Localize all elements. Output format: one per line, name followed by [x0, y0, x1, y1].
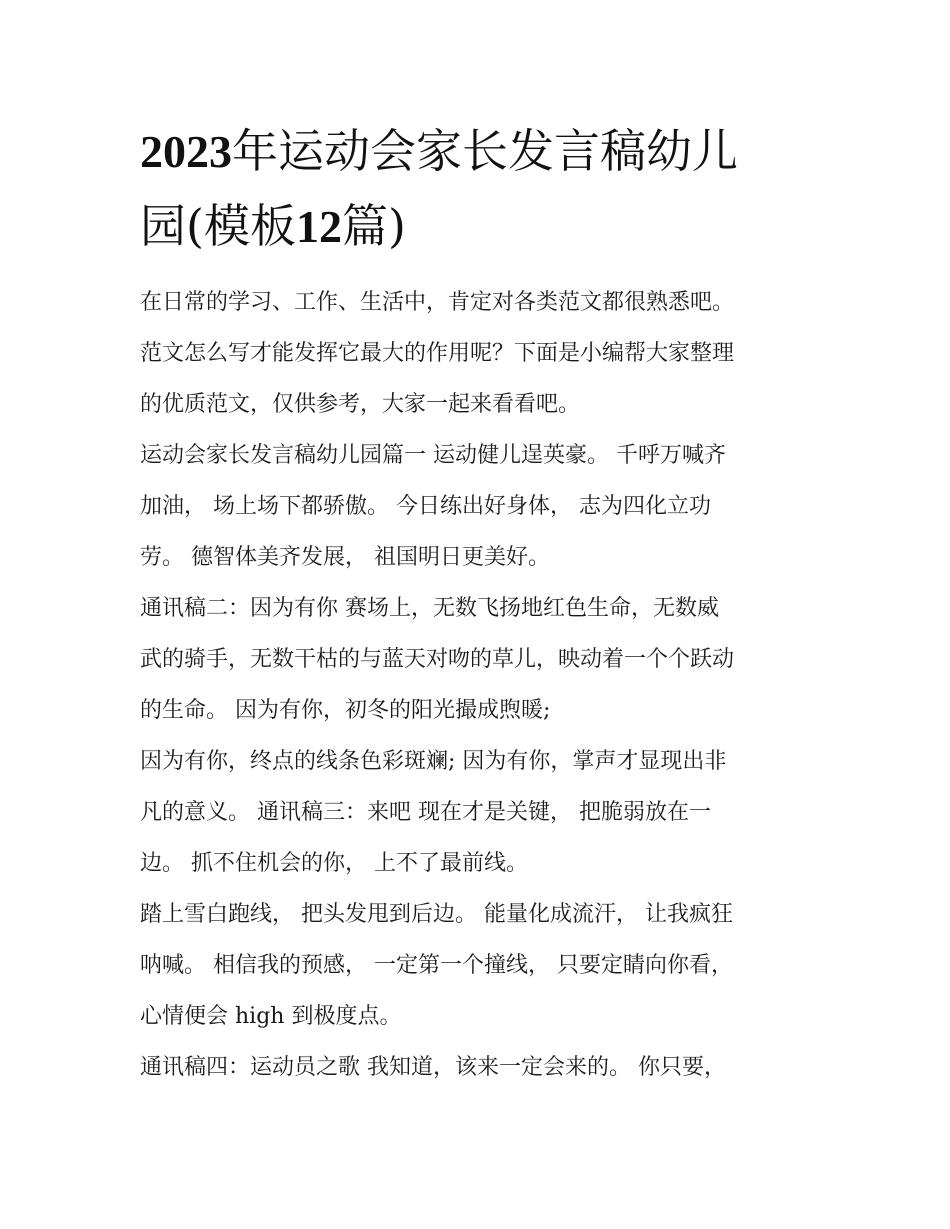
text-line: 范文怎么写才能发挥它最大的作用呢？下面是小编帮大家整理 — [140, 341, 735, 366]
text-line: 通讯稿四：运动员之歌 我知道，该来一定会来的。 你只要， — [140, 1055, 726, 1080]
title-count: 12 — [295, 201, 342, 252]
text-line: 因为有你，终点的线条色彩斑斓; 因为有你，掌声才显现出非 — [140, 749, 727, 774]
text-line: 在日常的学习、工作、生活中，肯定对各类范文都很熟悉吧。 — [140, 290, 735, 315]
document-title — [140, 114, 820, 264]
text-line: 劳。 德智体美齐发展， 祖国明日更美好。 — [140, 545, 550, 570]
title-line2-post: 篇) — [341, 199, 406, 253]
text-line: 心情便会 high 到极度点。 — [140, 1004, 402, 1029]
text-line: 踏上雪白跑线， 把头发甩到后边。 能量化成流汗， 让我疯狂 — [140, 902, 733, 927]
text-line: 加油， 场上场下都骄傲。 今日练出好身体， 志为四化立功 — [140, 494, 711, 519]
text-line: 通讯稿二：因为有你 赛场上，无数飞扬地红色生命，无数威 — [140, 596, 719, 621]
title-line2-pre: 园(模板 — [140, 199, 296, 253]
text-line: 的生命。 因为有你，初冬的阳光撮成煦暖; — [140, 698, 551, 723]
text-line: 的优质范文，仅供参考，大家一起来看看吧。 — [140, 392, 581, 417]
text-line: 凡的意义。 通讯稿三：来吧 现在才是关键， 把脆弱放在一 — [140, 800, 711, 825]
title-line1-text: 年运动会家长发言稿幼儿 — [232, 124, 738, 178]
text-line: 呐喊。 相信我的预感， 一定第一个撞线， 只要定睛向你看， — [140, 953, 733, 978]
text-line: 边。 抓不住机会的你， 上不了最前线。 — [140, 851, 528, 876]
text-line: 武的骑手，无数干枯的与蓝天对吻的草儿，映动着一个个跃动 — [140, 647, 735, 672]
document-body — [140, 277, 820, 1093]
text-line: 运动会家长发言稿幼儿园篇一 运动健儿逞英豪。 千呼万喊齐 — [140, 443, 726, 468]
title-year: 2023 — [140, 126, 232, 177]
